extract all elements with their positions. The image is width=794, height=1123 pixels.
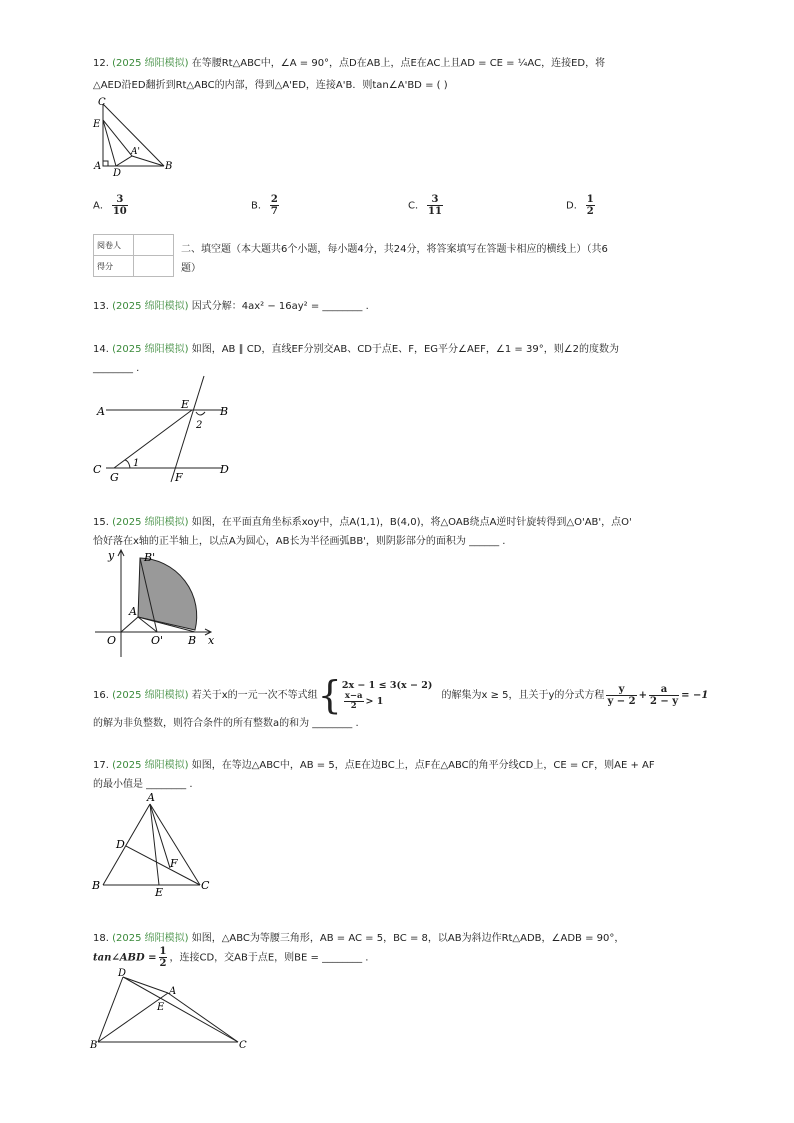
q12-source: (2025 绵阳模拟) (112, 58, 189, 69)
svg-text:D: D (118, 968, 127, 979)
score-table (93, 234, 174, 277)
svg-text:A: A (129, 605, 137, 618)
q15-line1: 15. (2025 绵阳模拟) 如图，在平面直角坐标系xoy中，点A(1,1)，B(4,0)，将△OAB绕点A逆时针旋转得到△O'AB'，点O' (93, 517, 632, 528)
svg-text:B: B (220, 405, 229, 418)
svg-text:y: y (108, 549, 115, 562)
q12-label-b: B (165, 161, 173, 172)
svg-text:A: A (97, 405, 105, 418)
q12-label-e: E (93, 119, 101, 130)
q18-line2: tan∠ABD = $\frac{1}{2}$ ，连接CD，交AB于点E，则BE = ________ . (93, 946, 369, 969)
score-table-score-cell (134, 256, 174, 277)
score-table-label-grader: 阅卷人 (94, 235, 134, 256)
svg-text:2: 2 (196, 420, 203, 431)
svg-text:B: B (92, 879, 101, 892)
section-title: 二、填空题（本大题共6个小题，每小题4分，共24分，将答案填写在答题卡相应的横线上）（共6 (181, 244, 608, 255)
q12-option-a[interactable]: A． $\frac{3}{10}$ (93, 194, 127, 217)
q15-line2: 恰好落在x轴的正半轴上，以点A为圆心，AB长为半径画弧BB'，则阴影部分的面积为 ______ . (93, 536, 506, 547)
svg-text:A: A (169, 986, 177, 997)
q18-line1: 18. (2025 绵阳模拟) 如图，△ABC为等腰三角形，AB = AC = 5，BC = 8，以AB为斜边作Rt△ADB，∠ADB = 90°， (93, 933, 625, 944)
svg-text:F: F (170, 857, 178, 870)
q15-figure (92, 545, 222, 660)
svg-text:O: O (107, 634, 117, 647)
q12-label-a: A (94, 161, 102, 172)
svg-text:E: E (181, 398, 190, 411)
svg-text:x: x (208, 634, 215, 647)
svg-text:B': B' (144, 551, 156, 564)
section-title-cont: 题） (181, 263, 201, 274)
svg-text:E: E (157, 1002, 165, 1013)
svg-text:1: 1 (133, 458, 140, 469)
svg-text:G: G (110, 471, 119, 484)
svg-text:A: A (147, 791, 155, 804)
svg-text:F: F (175, 471, 183, 484)
q16-line1: 16. (2025 绵阳模拟) 若关于x的一元一次不等式组{ 2x − 1 ≤ 3(x − 2) $\frac{x-a}{2}$ > 1 的解集为x ≥ 5，且关于y的分式方程 $\frac{y}{y - 2}$ + $\frac{a}{2 - y}$ = −1 (93, 673, 709, 717)
q16-line2: 的解为非负整数，则符合条件的所有整数a的和为 ________ . (93, 718, 359, 729)
q12-label-c: C (98, 97, 106, 108)
svg-text:C: C (201, 879, 210, 892)
svg-text:D: D (220, 463, 229, 476)
svg-text:C: C (93, 463, 102, 476)
svg-text:E: E (155, 886, 164, 896)
q12-line1: 12. (2025 绵阳模拟) 在等腰Rt△ABC中，∠A = 90°，点D在AB上，点E在AC上且AD = CE = ¼AC，连接ED，将 (93, 58, 606, 69)
svg-text:O': O' (151, 634, 164, 647)
q12-label-a-prime: A' (131, 147, 140, 157)
q12-label-d: D (113, 168, 122, 178)
score-table-grader-cell (134, 235, 174, 256)
q18-figure (88, 964, 253, 1052)
q14-line2: ________ . (93, 363, 140, 374)
q12-line2: △AED沿ED翻折到Rt△ABC的内部，得到△A'ED，连接A'B．则tan∠A'BD = ( ) (93, 80, 448, 91)
q12-option-d[interactable]: D． $\frac{1}{2}$ (566, 194, 594, 217)
q12-option-c[interactable]: C． $\frac{3}{11}$ (408, 194, 442, 217)
q17-figure (90, 790, 220, 896)
svg-text:C: C (239, 1040, 247, 1051)
score-table-label-score: 得分 (94, 256, 134, 277)
q17-line2: 的最小值是 ________ . (93, 779, 193, 790)
q12-option-b[interactable]: B． $\frac{2}{7}$ (251, 194, 278, 217)
q14-line1: 14. (2025 绵阳模拟) 如图，AB ∥ CD，直线EF分别交AB、CD于点E、F，EG平分∠AEF，∠1 = 39°，则∠2的度数为 (93, 344, 620, 355)
svg-text:D: D (116, 838, 125, 851)
q12-figure (90, 96, 180, 178)
svg-text:B: B (90, 1040, 98, 1051)
svg-text:B: B (188, 634, 197, 647)
q13-line: 13. (2025 绵阳模拟) 因式分解：4ax² − 16ay² = ________ . (93, 301, 369, 312)
q14-figure (92, 372, 242, 484)
q17-line1: 17. (2025 绵阳模拟) 如图，在等边△ABC中，AB = 5，点E在边BC上，点F在△ABC的角平分线CD上，CE = CF，则AE + AF (93, 760, 655, 771)
